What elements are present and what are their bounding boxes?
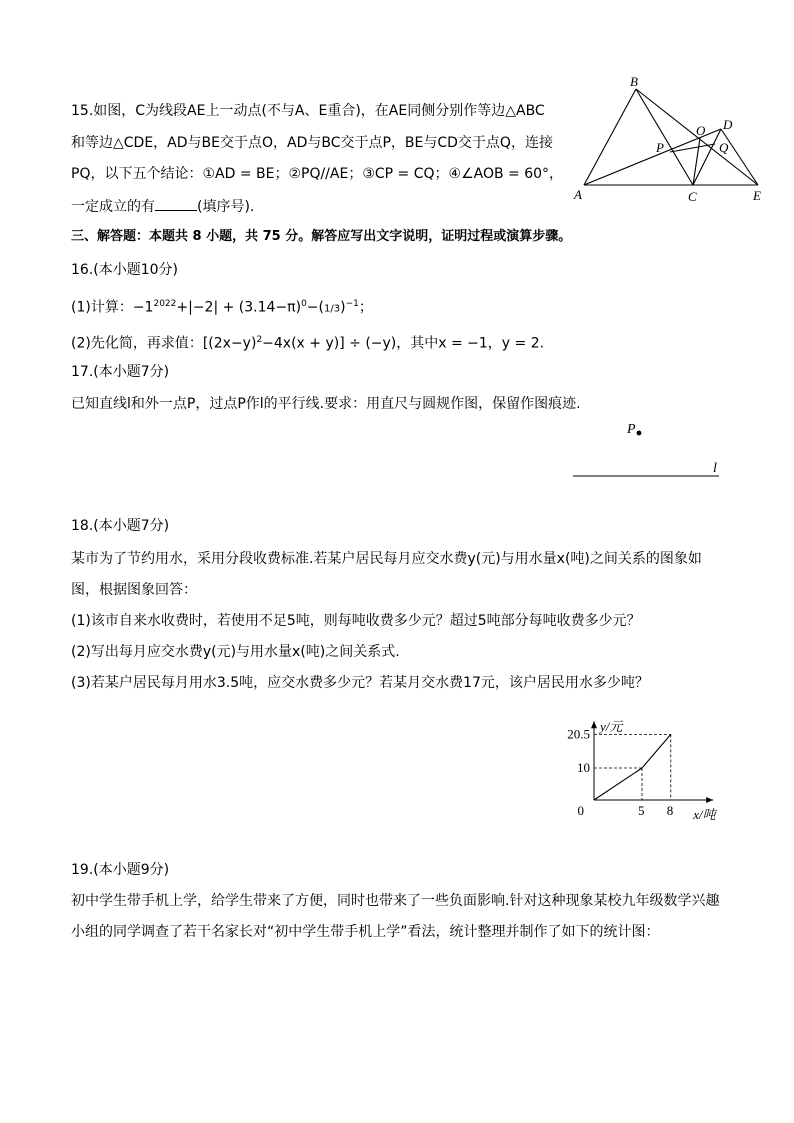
q19-title: 19.(本小题9分)	[71, 862, 170, 878]
q17-title: 17.(本小题7分)	[71, 364, 170, 380]
label-q: Q	[719, 140, 729, 155]
q16-part-2: (2)先化简，再求值：$[(2x-y)^2-4x(x + y)] \div (-y)$，其中x = −1，y = 2.	[71, 335, 545, 352]
x-axis-label: x/吨	[693, 807, 716, 822]
q18-item-1: (1)该市自来水收费时，若使用不足5吨，则每吨收费多少元？超过5吨部分每吨收费多少元？	[71, 613, 641, 629]
q16-title: 16.(本小题10分)	[71, 262, 179, 278]
q19-line-1: 初中学生带手机上学，给学生带来了方便，同时也带来了一些负面影响.针对这种现象某校九年级数学兴趣	[71, 893, 720, 909]
label-c: C	[688, 189, 697, 204]
series-segment	[642, 734, 671, 768]
q16-part-1: (1)计算：$-1^{2022}+|-2| + (3.14-\pi)^0-(1/3)^{-1}$；	[71, 299, 373, 316]
line-l-label: l	[713, 461, 717, 476]
q15-geometry-figure	[570, 72, 770, 207]
q15-line-1: 15.如图，C为线段AE上一动点(不与A、E重合)，在AE同侧分别作等边△ABC	[71, 103, 545, 119]
q18-item-2: (2)写出每月应交水费y(元)与用水量x(吨)之间关系式.	[71, 644, 400, 660]
y-tick-label: 10	[577, 760, 590, 775]
q15-answer-prefix: 一定成立的有	[71, 199, 155, 215]
segment-de	[721, 129, 758, 185]
origin-label: 0	[577, 803, 584, 818]
label-a: A	[574, 187, 582, 202]
y-tick-label: 20.5	[567, 726, 590, 742]
q18-item-3: (3)若某户居民每月用水3.5吨，应交水费多少元？若某月交水费17元，该户居民用水多少吨？	[71, 675, 649, 691]
q15-line-2: 和等边△CDE，AD与BE交于点O，AD与BC交于点P，BE与CD交于点Q，连接	[71, 135, 553, 151]
q15-answer-suffix: (填序号).	[197, 199, 255, 215]
y-axis-arrow	[591, 721, 597, 728]
series-segment	[594, 768, 642, 800]
label-e: E	[753, 188, 761, 203]
label-o: O	[696, 123, 706, 138]
point-p	[637, 431, 642, 436]
q18-line-1: 某市为了节约用水，采用分段收费标准.若某户居民每月应交水费y(元)与用水量x(吨)之间关系的图象如	[71, 551, 702, 567]
x-tick-label: 5	[638, 803, 645, 818]
segment-bc	[636, 89, 693, 185]
q15-line-4	[71, 196, 254, 217]
q17-figure	[566, 415, 736, 485]
q17-text: 已知直线l和外一点P，过点P作l的平行线.要求：用直尺与圆规作图，保留作图痕迹.	[71, 396, 581, 412]
label-d: D	[723, 117, 733, 132]
q18-water-fee-chart	[560, 700, 730, 826]
label-b: B	[630, 74, 638, 89]
x-axis-arrow	[706, 797, 713, 803]
q19-line-2: 小组的同学调查了若干名家长对“初中学生带手机上学”看法，统计整理并制作了如下的统计图：	[71, 924, 660, 940]
x-tick-label: 8	[666, 803, 674, 818]
q18-title: 18.(本小题7分)	[71, 518, 170, 534]
segment-pq	[670, 144, 715, 152]
label-p: P	[656, 140, 664, 155]
point-p-label: P	[627, 422, 636, 437]
section-3-heading: 三、解答题：本题共 8 小题，共 75 分。解答应写出文字说明，证明过程或演算步骤。	[71, 229, 572, 244]
q18-line-2: 图，根据图象回答：	[71, 582, 197, 598]
segment-ab	[584, 89, 636, 185]
q15-answer-blank[interactable]	[155, 196, 197, 211]
y-axis-label: y/元	[600, 719, 623, 735]
q15-line-3: PQ，以下五个结论：①AD = BE；②PQ//AE；③CP = CQ；④∠AOB = 60°，	[71, 166, 564, 182]
